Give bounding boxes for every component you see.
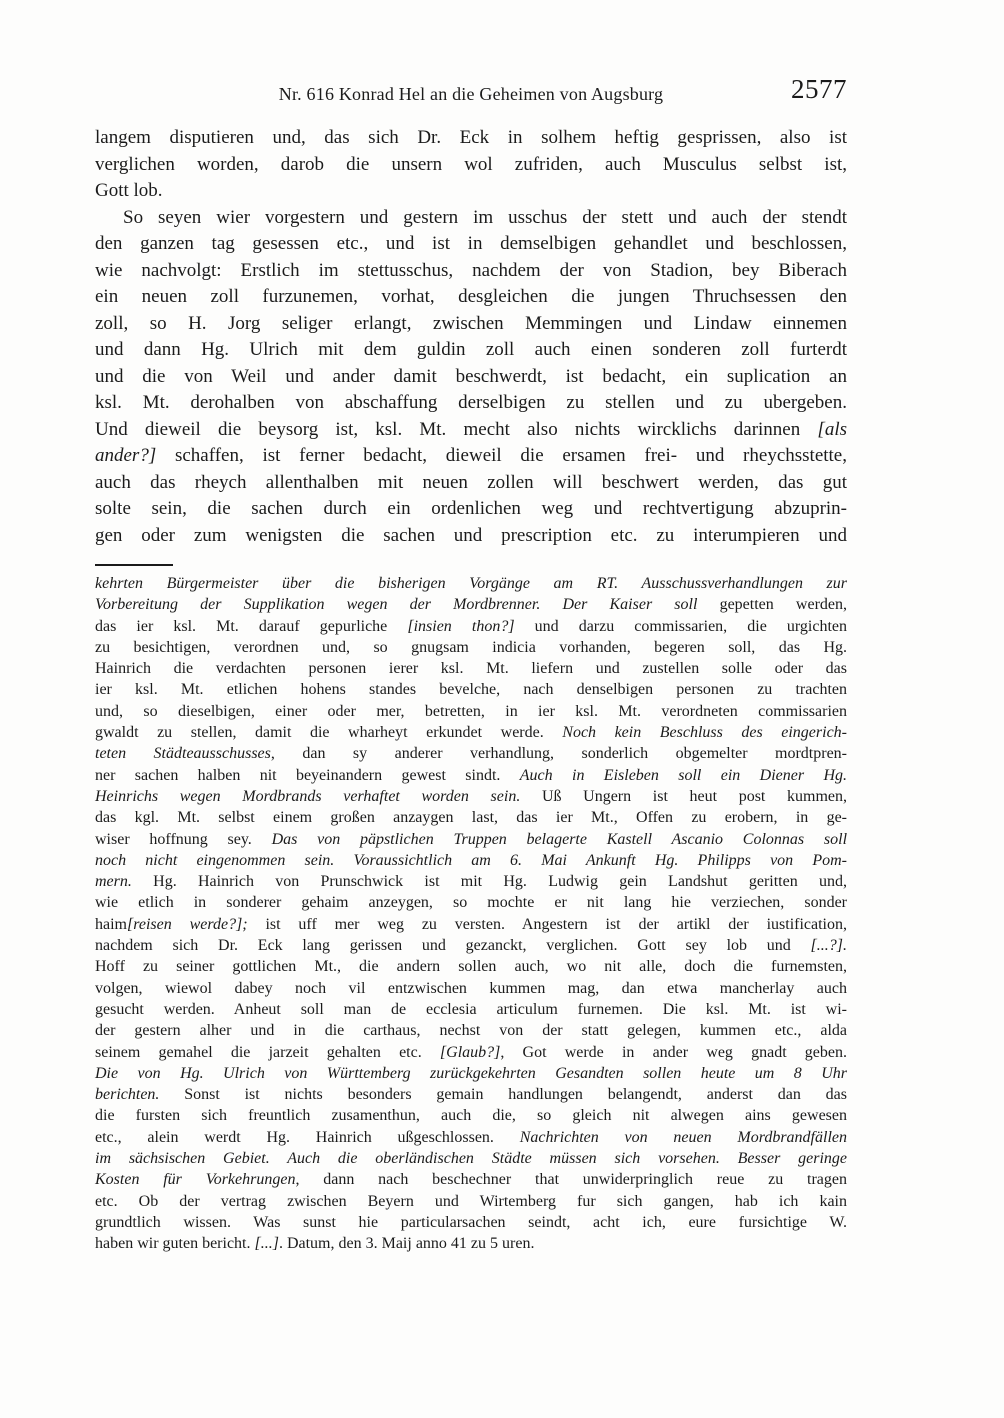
text-line: wie nachvolgt: Erstlich im stettusschus, nachdem der von Stadion, bey Biberach (95, 259, 847, 281)
text-line: etc. Ob der vertrag zwischen Beyern und Wirtemberg fur sich gangen, hab ich kain (95, 1192, 847, 1210)
letter-body (95, 125, 847, 549)
text-line: Die von Hg. Ulrich von Württemberg zurückgekehrten Gesandten sollen heute um 8 Uhr (95, 1064, 847, 1082)
text-block (95, 74, 848, 1255)
page-number: 2577 (791, 74, 847, 104)
text-line: der gestern alher und in die carthaus, nechst von der statt gelegen, kummen etc., alda (95, 1022, 847, 1040)
text-line: Und dieweil die beysorg ist, ksl. Mt. mecht also nichts wircklichs darinnen [als (95, 418, 847, 440)
text-line: Hainrich die verdachten personen ierer ksl. Mt. liefern und zustellen solle oder das (95, 660, 847, 678)
text-line: gen oder zum wenigsten die sachen und prescription etc. zu interumpieren und (95, 524, 847, 546)
text-line: ier ksl. Mt. etlichen hohens standes bevelche, nach denselbigen personen zu trachten (95, 681, 847, 699)
text-line: und dann Hg. Ulrich mit dem guldin zoll auch einen sonderen zoll furterdt (95, 339, 847, 360)
text-line: den ganzen tag gesessen etc., und ist in demselbigen gehandlet und beschlossen, (95, 233, 847, 254)
text-line: Hoff zu seiner gottlichen Mt., die andern sollen auch, wo nit alle, doch die furnemsten, (95, 958, 847, 976)
text-line: zoll, so H. Jorg seliger erlangt, zwischen Memmingen und Lindaw einnemen (95, 312, 847, 334)
text-line: verglichen worden, darob die unsern wol zufriden, auch Musculus selbst ist, (95, 153, 847, 175)
text-line: noch nicht eingenommen sein. Voraussichtlich am 6. Mai Ankunft Hg. Philipps von Pom- (95, 851, 847, 869)
text-line: die fursten sich freuntlich zusamenthun, auch die, so gleich nit alwegen ains gewesen (95, 1107, 847, 1125)
text-line: auch das rheych allenthalben mit neuen zollen will beschwert werden, das gut (95, 471, 847, 493)
text-line: So seyen wier vorgestern und gestern im usschus der stett und auch der stendt (123, 206, 847, 228)
text-line: ein neuen zoll furzunemen, vorhat, desgleichen die jungen Thruchsessen den (95, 286, 847, 307)
text-line: volgen, wiewol dabey noch vil entzwischen kummen mag, dan etwa mancherlay auch (95, 979, 847, 997)
text-line: und, so dieselbigen, einer oder mer, betretten, in ier ksl. Mt. verordneten commissarien (95, 702, 847, 720)
text-line: gwaldt zu stellen, damit die wharheyt erkundet werde. Noch kein Beschluss des eingerich- (95, 724, 847, 742)
text-line: etc., alein werdt Hg. Hainrich ußgeschlossen. Nachrichten von neuen Mordbrandfällen (95, 1128, 847, 1146)
text-line: Heinrichs wegen Mordbrands verhaftet worden sein. Uß Ungern ist heut post kummen, (95, 787, 847, 805)
text-line: ner sachen halben nit beyeinandern gewest sindt. Auch in Eisleben soll ein Diener Hg. (95, 766, 847, 784)
footnote-text (95, 573, 847, 1255)
text-line: wie etlich in sonderer gehaim anzeygen, so mochte er nit lang hie verziechen, sonder (95, 894, 847, 912)
text-line: das kgl. Mt. selbst einem großen anzaygen last, das ier Mt., Offen zu erobern, in ge- (95, 809, 847, 827)
text-line: wiser hoffnung sey. Das von päpstlichen Truppen belagerte Kastell Ascanio Colonnas soll (95, 830, 848, 848)
text-line: und die von Weil und ander damit beschwerdt, ist bedacht, ein suplication an (95, 365, 847, 387)
text-line: haben wir guten bericht. [...]. Datum, den 3. Maij anno 41 zu 5 uren. (95, 1235, 535, 1253)
text-line: gesucht werden. Anheut soll man de ecclesia articulum furnemen. Die ksl. Mt. ist wi- (95, 1000, 847, 1018)
text-line: das ier ksl. Mt. darauf gepurliche [insien thon?] und darzu commissarien, die urgichten (95, 617, 847, 635)
text-line: teten Städteausschusses, dan sy anderer verhandlung, sonderlich obgemelter mordtpren- (95, 745, 848, 763)
text-line: kehrten Bürgermeister über die bisherigen Vorgänge am RT. Ausschussverhandlungen zur (95, 575, 847, 592)
text-line: langem disputieren und, das sich Dr. Eck in solhem heftig gesprissen, also ist (95, 127, 847, 148)
text-line: ksl. Mt. derohalben von abschaffung derselbigen zu stellen und zu ubergeben. (95, 392, 847, 413)
text-line: nachdem sich Dr. Eck lang gerissen und gezanckt, verglichen. Gott sey lob und [...?]. (95, 937, 847, 955)
text-line: solte sein, die sachen durch ein ordenlichen weg und rechtvertigung abzuprin- (95, 498, 847, 519)
text-line: im sächsischen Gebiet. Auch die oberländischen Städte müssen sich vorsehen. Besser geringe (95, 1150, 847, 1168)
running-title: Nr. 616 Konrad Hel an die Geheimen von Augsburg (278, 84, 664, 104)
footnote-separator-rule (95, 564, 173, 566)
text-line: ander?] schaffen, ist ferner bedacht, dieweil die ersamen frei- und rheychsstette, (95, 445, 847, 466)
text-line: seinem gemahel die jarzeit gehalten etc. [Glaub?], Got werde in ander weg gnadt geben. (95, 1043, 848, 1061)
text-line: Vorbereitung der Supplikation wegen der Mordbrenner. Der Kaiser soll gepetten werden, (95, 596, 848, 614)
page-header (95, 74, 847, 110)
text-line: grundtlich wissen. Was sunst hie particularsachen seindt, acht ich, eure fursichtige W. (95, 1213, 847, 1231)
text-line: mern. Hg. Hainrich von Prunschwick ist mit Hg. Ludwig gein Landshut geritten und, (95, 873, 847, 891)
text-line: Kosten für Vorkehrungen, dann nach beschechner that unwiderpringlich reue zu tragen (95, 1171, 847, 1189)
text-line: berichten. Sonst ist nichts besonders gemain handlungen belangendt, anderst dan das (95, 1086, 847, 1104)
text-line: Gott lob. (95, 180, 163, 201)
text-line: haim[reisen werde?]; ist uff mer weg zu versten. Angestern ist der artikl der iustification, (95, 915, 848, 933)
text-line: zu besichtigen, verordnen und, so gnugsam indicia vorhanden, begeren soll, das Hg. (95, 638, 847, 656)
